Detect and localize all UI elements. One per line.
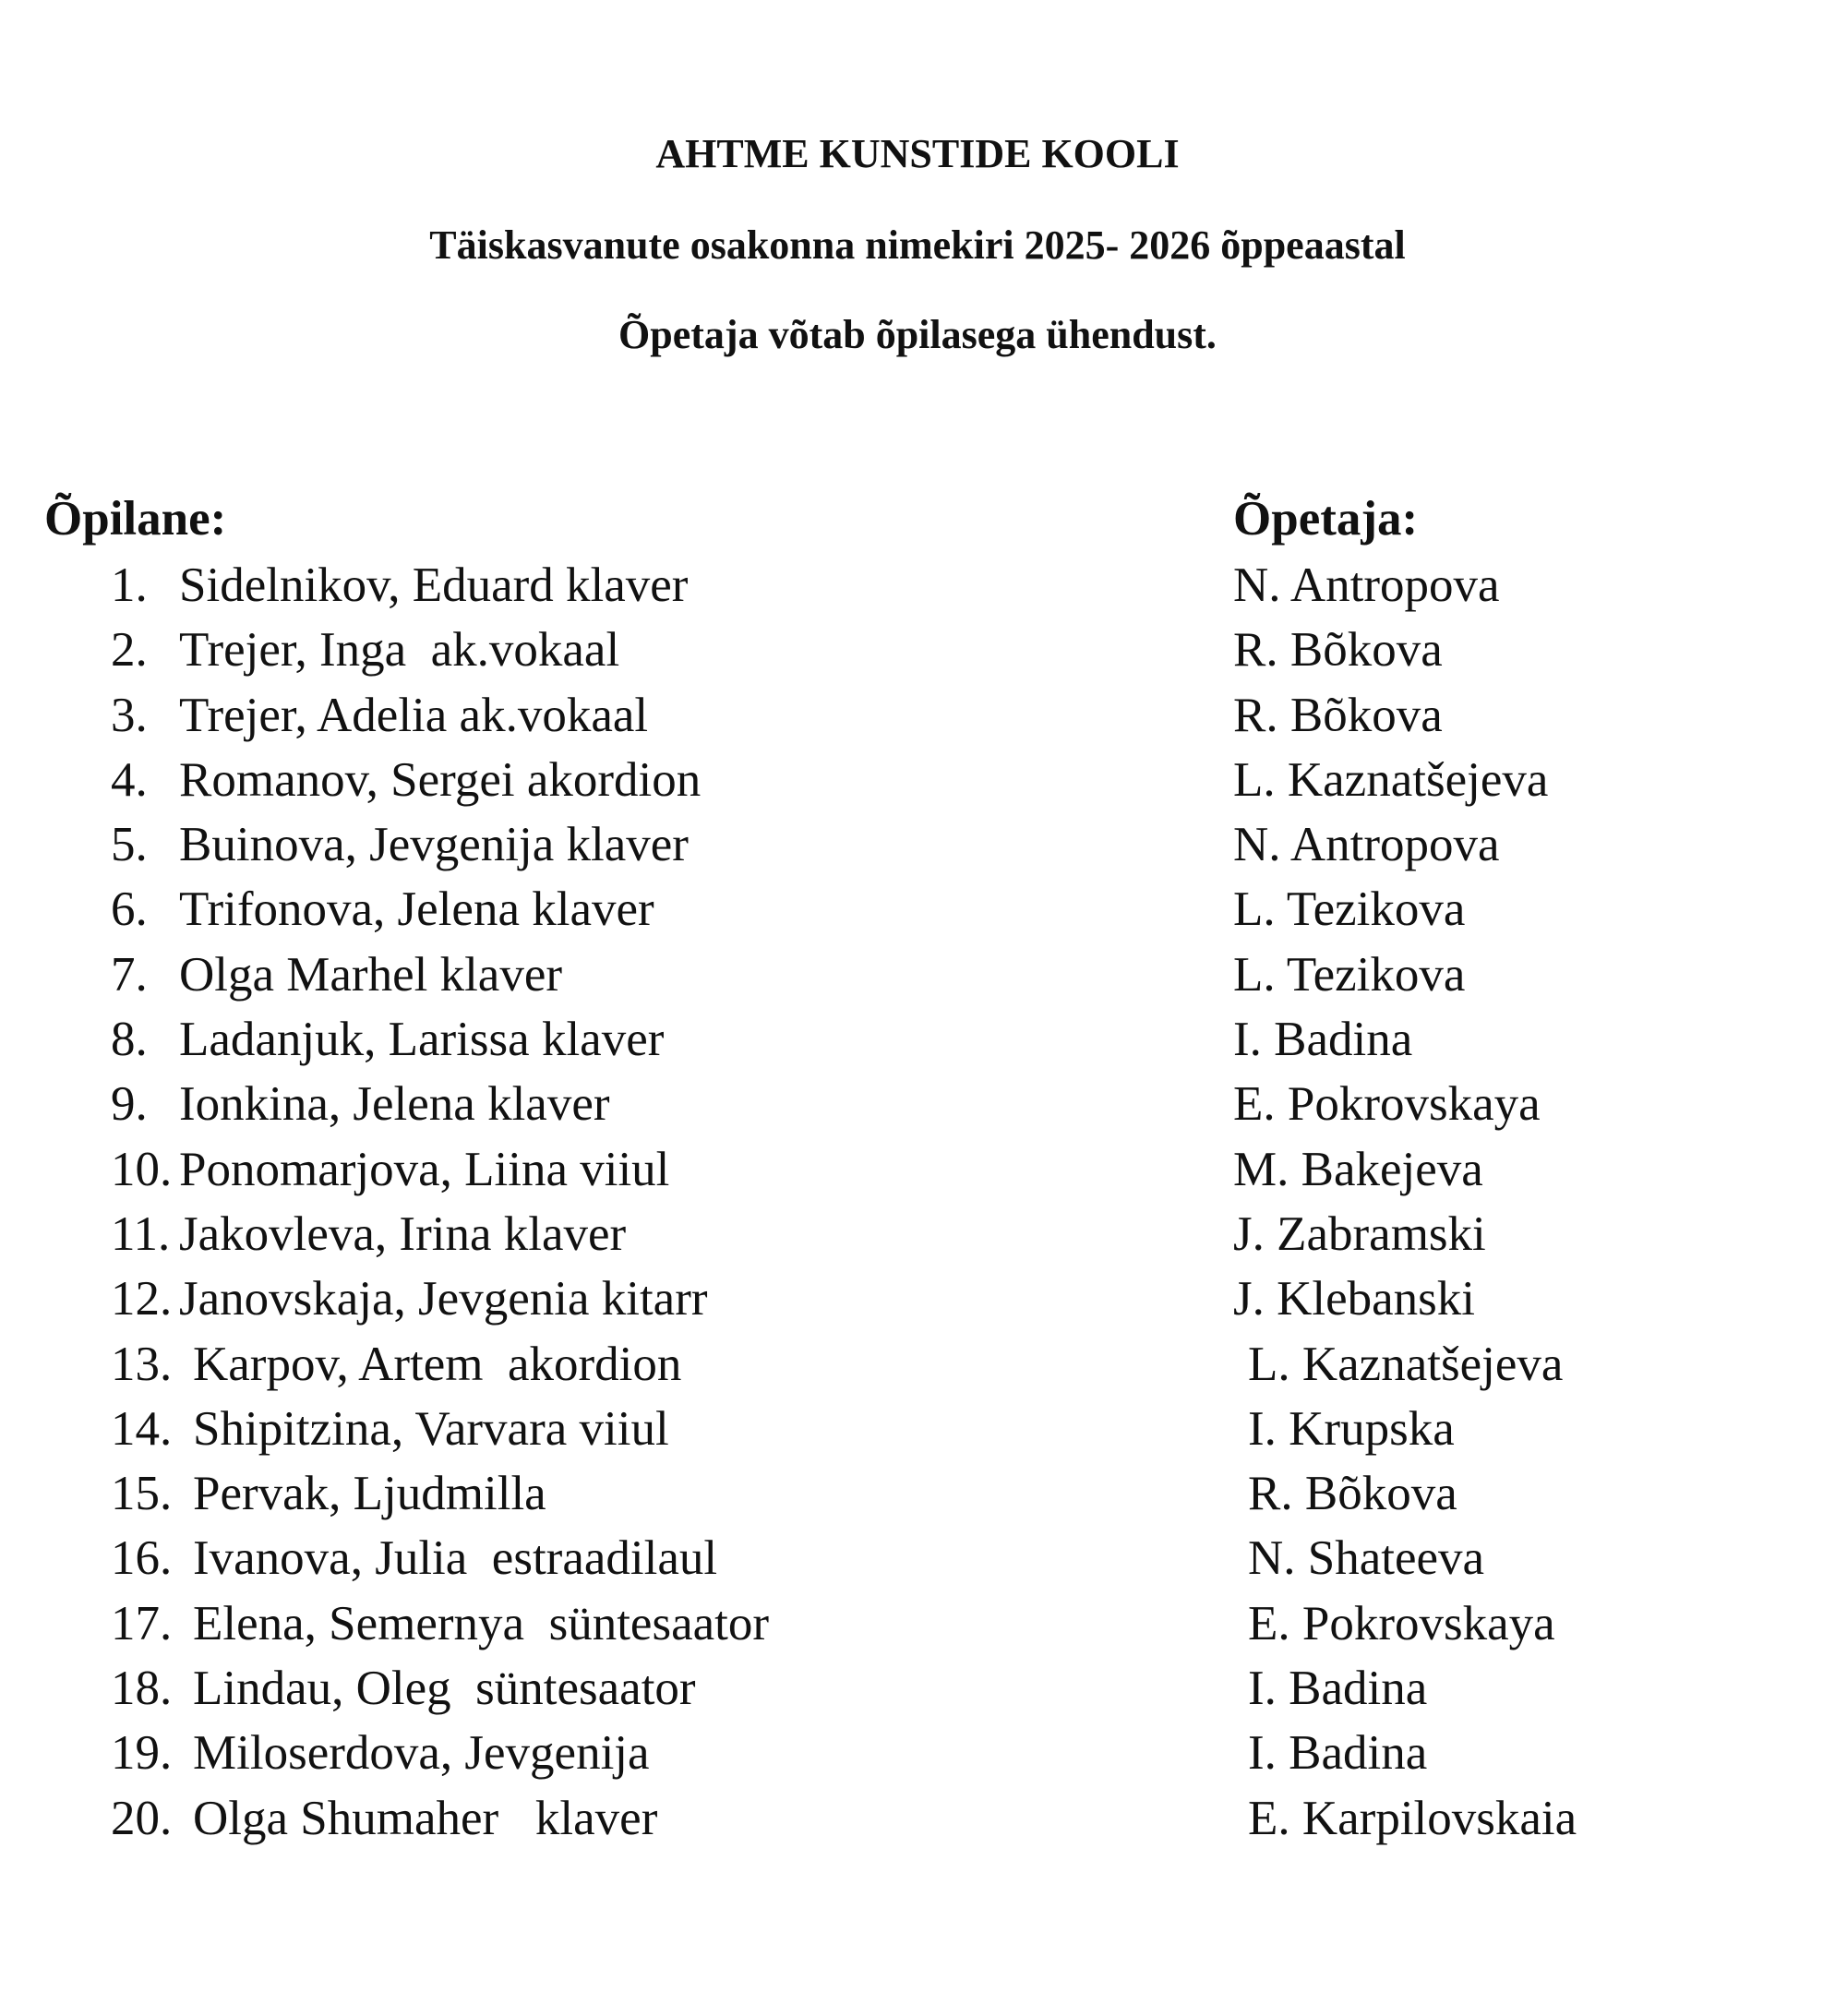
student-name: Janovskaja, Jevgenia kitarr	[179, 1272, 708, 1326]
student-name: Ponomarjova, Liina viiul	[179, 1142, 670, 1196]
list-item	[0, 1137, 1835, 1202]
item-number: 13.	[111, 1337, 173, 1391]
item-number: 1.	[111, 558, 148, 612]
student-name: Romanov, Sergei akordion	[179, 752, 702, 807]
student-teacher-list	[0, 553, 1835, 1851]
teacher-name: M. Bakejeva	[1233, 1142, 1483, 1196]
list-item	[0, 1461, 1835, 1526]
student-name: Jakovleva, Irina klaver	[179, 1206, 627, 1261]
teacher-name: J. Zabramski	[1233, 1206, 1486, 1261]
contact-note: Õpetaja võtab õpilasega ühendust.	[618, 312, 1217, 357]
student-name: Ionkina, Jelena klaver	[179, 1077, 610, 1132]
teacher-name: N. Shateeva	[1248, 1531, 1485, 1586]
teacher-name: N. Antropova	[1233, 818, 1500, 872]
list-item	[0, 618, 1835, 682]
item-number: 2.	[111, 623, 148, 678]
teacher-name: J. Klebanski	[1233, 1272, 1476, 1326]
student-name: Miloserdova, Jevgenija	[193, 1726, 650, 1781]
student-name: Buinova, Jevgenija klaver	[179, 818, 689, 872]
student-name: Ivanova, Julia estraadilaul	[193, 1531, 718, 1586]
list-item	[0, 942, 1835, 1007]
student-name: Trifonova, Jelena klaver	[179, 882, 654, 937]
list-item	[0, 1786, 1835, 1851]
list-item	[0, 1072, 1835, 1136]
student-name: Sidelnikov, Eduard klaver	[179, 558, 689, 612]
teacher-name: L. Tezikova	[1233, 947, 1466, 1002]
teacher-column-header: Õpetaja:	[1233, 492, 1419, 546]
item-number: 12.	[111, 1272, 173, 1326]
list-item	[0, 683, 1835, 748]
list-item	[0, 877, 1835, 942]
teacher-name: N. Antropova	[1233, 558, 1500, 612]
list-item	[0, 1332, 1835, 1397]
school-title: AHTME KUNSTIDE KOOLI	[655, 131, 1180, 176]
student-name: Ladanjuk, Larissa klaver	[179, 1013, 665, 1067]
teacher-name: I. Badina	[1248, 1726, 1428, 1781]
item-number: 17.	[111, 1596, 173, 1650]
teacher-name: L. Kaznatšejeva	[1233, 752, 1549, 807]
teacher-name: L. Tezikova	[1233, 882, 1466, 937]
teacher-name: I. Badina	[1233, 1013, 1413, 1067]
item-number: 19.	[111, 1726, 173, 1781]
teacher-name: E. Pokrovskaya	[1233, 1077, 1541, 1132]
list-item	[0, 1266, 1835, 1331]
student-name: Shipitzina, Varvara viiul	[193, 1401, 669, 1456]
list-item	[0, 748, 1835, 812]
list-item	[0, 1526, 1835, 1590]
teacher-name: R. Bõkova	[1248, 1467, 1457, 1521]
student-column-header: Õpilane:	[44, 492, 227, 546]
list-item	[0, 1007, 1835, 1072]
list-item	[0, 1591, 1835, 1656]
item-number: 14.	[111, 1401, 173, 1456]
teacher-name: R. Bõkova	[1233, 623, 1443, 678]
item-number: 20.	[111, 1791, 173, 1845]
student-name: Trejer, Adelia ak.vokaal	[179, 688, 649, 742]
item-number: 10.	[111, 1142, 173, 1196]
item-number: 18.	[111, 1662, 173, 1716]
student-name: Olga Shumaher klaver	[193, 1791, 658, 1845]
teacher-name: I. Krupska	[1248, 1401, 1455, 1456]
teacher-name: E. Pokrovskaya	[1248, 1596, 1555, 1650]
student-name: Elena, Semernya süntesaator	[193, 1596, 769, 1650]
student-name: Pervak, Ljudmilla	[193, 1467, 546, 1521]
item-number: 9.	[111, 1077, 148, 1132]
item-number: 8.	[111, 1013, 148, 1067]
student-name: Trejer, Inga ak.vokaal	[179, 623, 620, 678]
item-number: 7.	[111, 947, 148, 1002]
item-number: 5.	[111, 818, 148, 872]
teacher-name: L. Kaznatšejeva	[1248, 1337, 1564, 1391]
item-number: 6.	[111, 882, 148, 937]
item-number: 16.	[111, 1531, 173, 1586]
item-number: 3.	[111, 688, 148, 742]
student-name: Olga Marhel klaver	[179, 947, 562, 1002]
list-subtitle: Täiskasvanute osakonna nimekiri 2025- 2026 õppeaastal	[429, 222, 1406, 268]
list-item	[0, 553, 1835, 618]
list-item	[0, 1202, 1835, 1266]
student-name: Lindau, Oleg süntesaator	[193, 1662, 696, 1716]
teacher-name: I. Badina	[1248, 1662, 1428, 1716]
list-item	[0, 812, 1835, 877]
teacher-name: R. Bõkova	[1233, 688, 1443, 742]
item-number: 4.	[111, 752, 148, 807]
list-item	[0, 1656, 1835, 1721]
student-name: Karpov, Artem akordion	[193, 1337, 682, 1391]
item-number: 15.	[111, 1467, 173, 1521]
item-number: 11.	[111, 1206, 171, 1261]
list-item	[0, 1397, 1835, 1461]
teacher-name: E. Karpilovskaia	[1248, 1791, 1577, 1845]
list-item	[0, 1721, 1835, 1785]
